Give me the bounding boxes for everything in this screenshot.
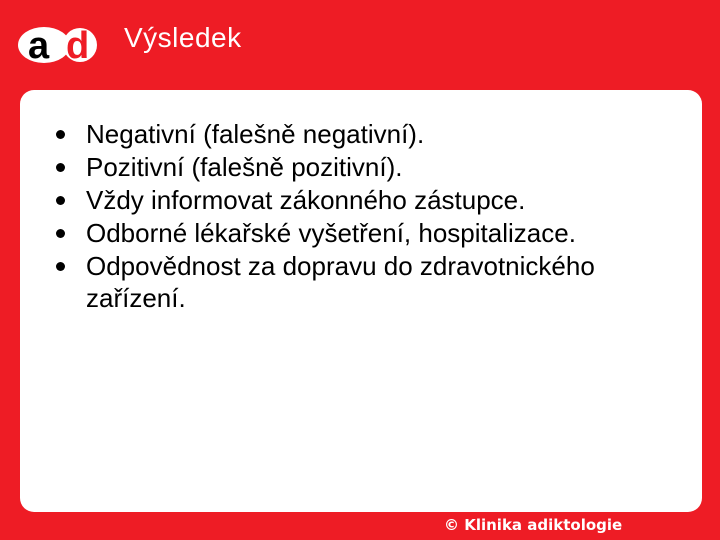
bullet-item [52,118,692,150]
bullet-dot-icon [56,163,65,172]
content-panel [20,90,702,512]
bullet-text: Odpovědnost za dopravu do zdravotnického zařízení. [86,251,595,313]
bullet-item [52,250,692,314]
bullet-list [52,118,692,315]
bullet-dot-icon [56,229,65,238]
bullet-dot-icon [56,196,65,205]
ad-logo [14,18,104,68]
bullet-text: Negativní (falešně negativní). [86,119,425,149]
slide-title: Výsledek [124,22,242,53]
bullet-dot-icon [56,130,65,139]
bullet-item [52,217,692,249]
bullet-item [52,184,692,216]
svg-text:d: d [66,25,90,67]
footer-copyright: © Klinika adiktologie [444,516,623,534]
bullet-text: Odborné lékařské vyšetření, hospitalizace. [86,218,576,248]
bullet-dot-icon [56,262,65,271]
bullet-text: Pozitivní (falešně pozitivní). [86,152,403,182]
bullet-item [52,151,692,183]
svg-text:a: a [28,25,50,67]
bullet-text: Vždy informovat zákonného zástupce. [86,185,526,215]
